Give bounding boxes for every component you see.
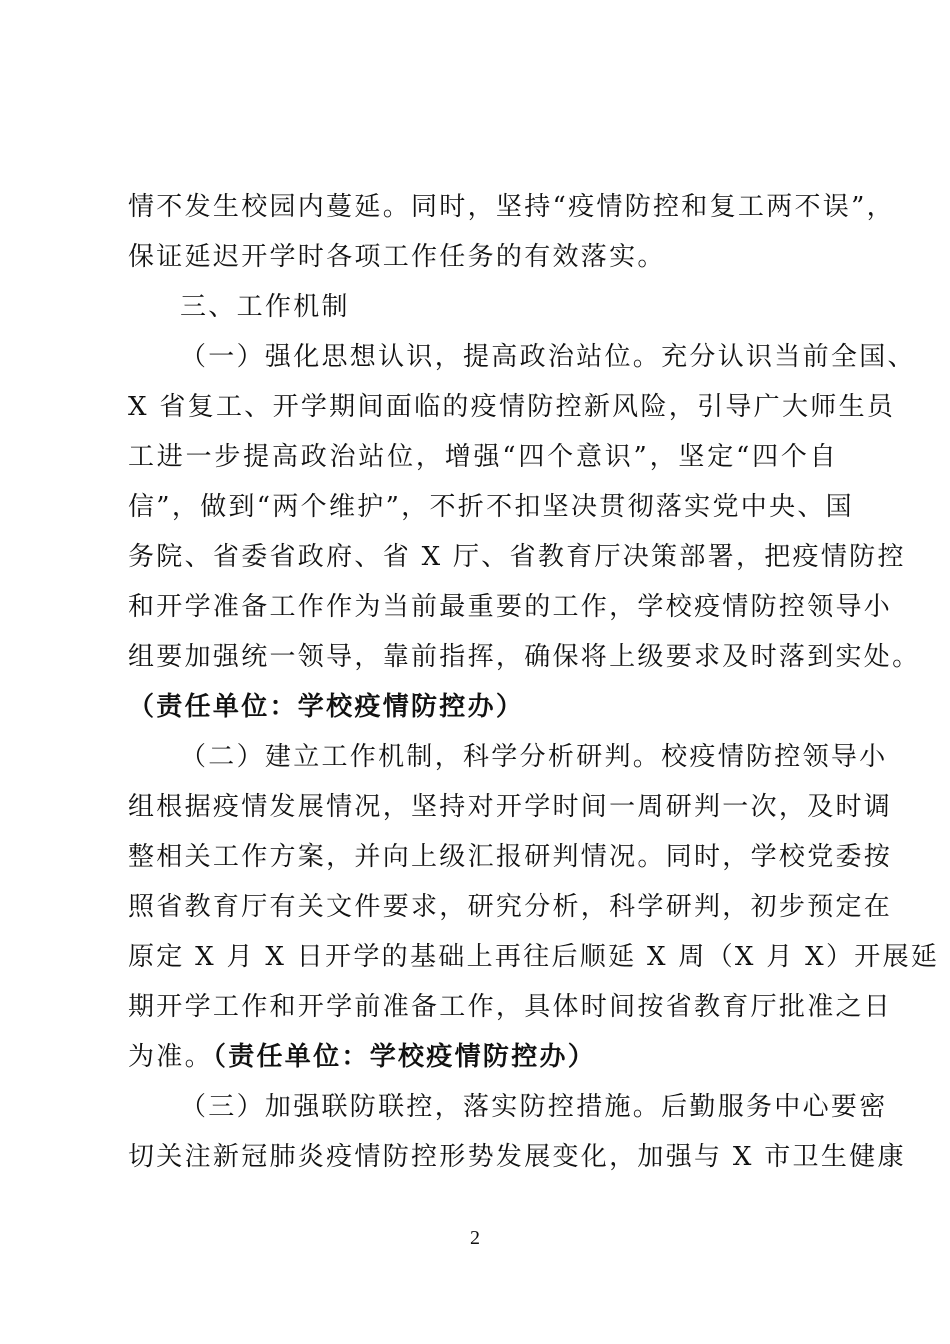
paragraph-line: 信”，做到“两个维护”，不折不扣坚决贯彻落实党中央、国 [128,492,854,522]
paragraph-line: 组根据疫情发展情况，坚持对开学时间一周研判一次，及时调 [128,792,893,822]
paragraph-line: 组要加强统一领导，靠前指挥，确保将上级要求及时落到实处。 [128,642,921,672]
responsibility-note: （责任单位：学校疫情防控办） [212,1042,597,1072]
paragraph-line: （三）加强联防联控，落实防控措施。后勤服务中心要密 [180,1092,888,1122]
page-number: 2 [470,1227,480,1249]
paragraph-line: 照省教育厅有关文件要求，研究分析，科学研判，初步预定在 [128,892,893,922]
paragraph-line: 整相关工作方案，并向上级汇报研判情况。同时，学校党委按 [128,842,893,872]
paragraph-text: 为准。 [128,1042,213,1072]
paragraph-line [128,1032,838,1082]
paragraph-line: 情不发生校园内蔓延。同时，坚持“疫情防控和复工两不误”， [128,192,895,222]
paragraph-line: 和开学准备工作作为当前最重要的工作，学校疫情防控领导小 [128,592,893,622]
paragraph-line: （二）建立工作机制，科学分析研判。校疫情防控领导小 [180,742,888,772]
paragraph-line: 切关注新冠肺炎疫情防控形势发展变化，加强与 X 市卫生健康 [128,1142,906,1172]
section-heading: 三、工作机制 [180,292,350,322]
paragraph-line: 务院、省委省政府、省 X 厅、省教育厅决策部署，把疫情防控 [128,542,906,572]
paragraph-line: X 省复工、开学期间面临的疫情防控新风险，引导广大师生员 [128,392,896,422]
paragraph-line: 期开学工作和开学前准备工作，具体时间按省教育厅批准之日 [128,992,893,1022]
paragraph-line: 原定 X 月 X 日开学的基础上再往后顺延 X 周（X 月 X）开展延 [128,942,940,972]
responsibility-note: （责任单位：学校疫情防控办） [128,692,525,722]
paragraph-line: 工进一步提高政治站位，增强“四个意识”，坚定“四个自 [128,442,838,472]
paragraph-line: （一）强化思想认识，提高政治站位。充分认识当前全国、 [180,342,916,372]
paragraph-line: 保证延迟开学时各项工作任务的有效落实。 [128,242,666,272]
